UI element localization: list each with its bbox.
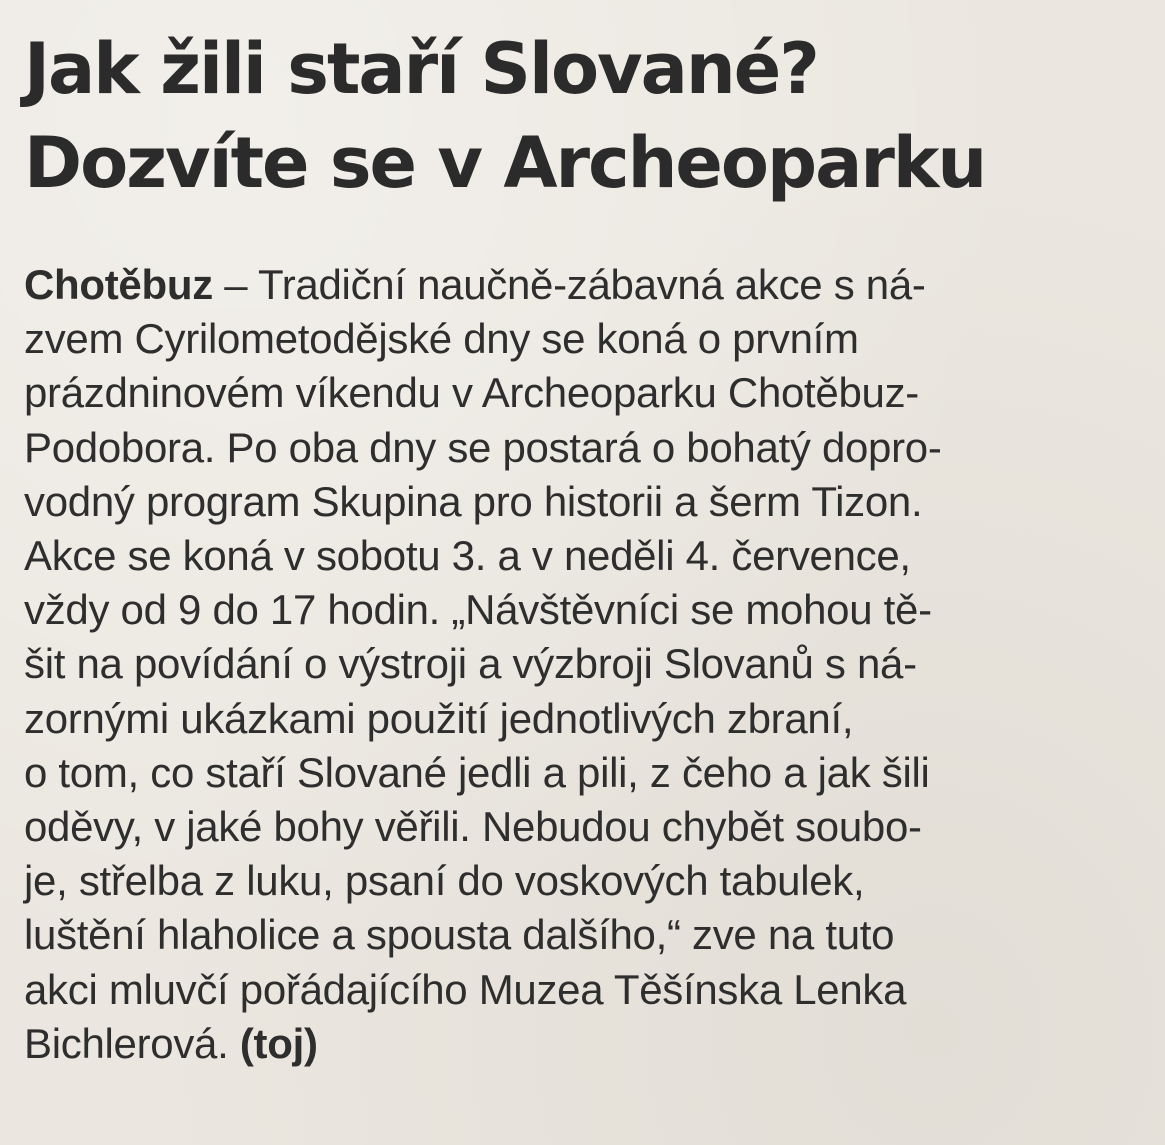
- article-line: vždy od 9 do 17 hodin. „Návštěvníci se mohou tě-: [24, 586, 932, 634]
- article-line: zornými ukázkami použití jednotlivých zbraní,: [24, 694, 854, 742]
- article-line: prázdninovém víkendu v Archeoparku Chotěbuz-: [24, 369, 919, 417]
- article-line: [24, 258, 1159, 312]
- article-line: oděvy, v jaké bohy věřili. Nebudou chybět soubo-: [24, 803, 922, 851]
- headline: [24, 22, 1154, 210]
- article-line: luštění hlaholice a spousta dalšího,“ zve na tuto: [24, 911, 895, 959]
- article-line: Akce se koná v sobotu 3. a v neděli 4. července,: [24, 532, 911, 580]
- author-signature: (toj): [239, 1019, 318, 1067]
- headline-line-2: Dozvíte se v Archeoparku: [24, 122, 986, 204]
- headline-line-1: Jak žili staří Slované?: [24, 28, 818, 110]
- article-line: je, střelba z luku, psaní do voskových tabulek,: [24, 857, 865, 905]
- article-line: vodný program Skupina pro historii a šerm Tizon.: [24, 477, 923, 525]
- article-line: šit na povídání o výstroji a výzbroji Slovanů s ná-: [24, 640, 917, 688]
- article-line: akci mluvčí pořádajícího Muzea Těšínska Lenka: [24, 965, 907, 1013]
- article-line: Podobora. Po oba dny se postará o bohatý dopro-: [24, 423, 942, 471]
- article-line: zvem Cyrilometodějské dny se koná o prvním: [24, 315, 859, 363]
- article-body: [24, 258, 1159, 1071]
- dateline-place: Chotěbuz: [24, 261, 213, 308]
- article-first-line-text: – Tradiční naučně-zábavná akce s ná-: [212, 261, 926, 308]
- article-line: o tom, co staří Slované jedli a pili, z čeho a jak šili: [24, 748, 930, 796]
- article-line: [24, 1017, 1159, 1071]
- article-last-line-text: Bichlerová.: [24, 1019, 240, 1067]
